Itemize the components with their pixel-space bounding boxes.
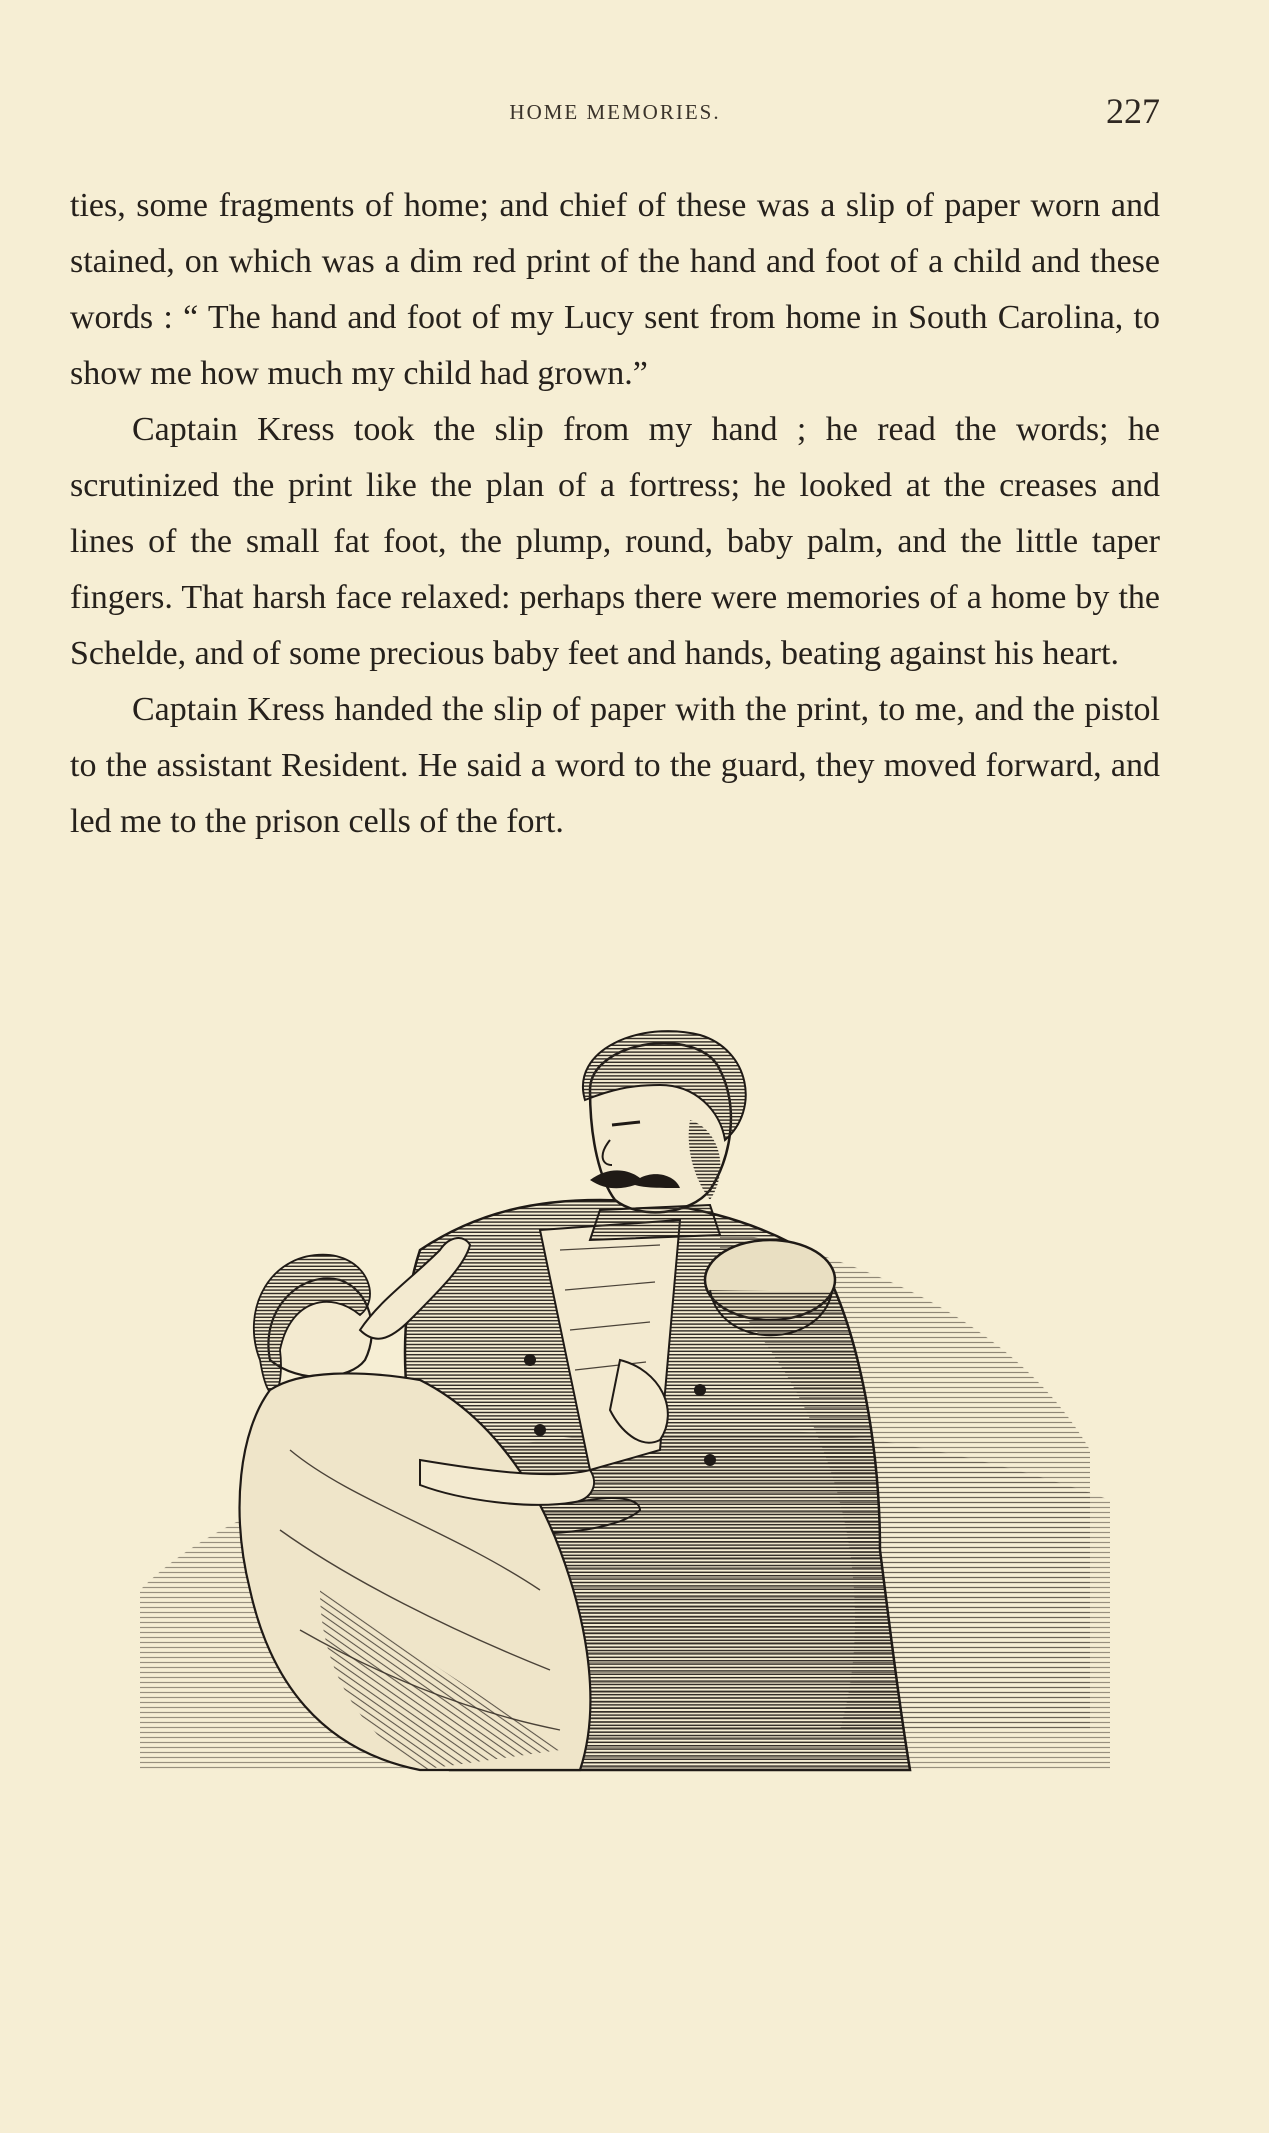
page-number: 227 (1106, 91, 1160, 131)
paragraph-3: Captain Kress handed the slip of paper with the print, to me, and the pistol to the assistant Resident. He said a word to the guard, they moved forward, and led me to the prison cells of the fort. (70, 691, 1160, 840)
body-text (70, 178, 1160, 850)
engraving-svg (120, 1030, 1120, 1790)
paragraph-1: ties, some fragments of home; and chief of these was a slip of paper worn and stained, on which was a dim red print of the hand and foot of a child and these words : “ The hand and foot of my Lucy sent from home in South Carolina, to show me how much my child had grown.” (70, 187, 1160, 392)
paragraph-2: Captain Kress took the slip from my hand ; he read the words; he scrutinized the print like the plan of a fortress; he looked at the creases and lines of the small fat foot, the plump, round, baby palm, and the little taper fingers. That harsh face relaxed: perhaps there were memories of a home by the Schelde, and of some precious baby feet and hands, beating against his heart. (70, 411, 1160, 672)
running-title: HOME MEMORIES. (509, 100, 721, 124)
running-head (70, 90, 1160, 134)
engraving-illustration (120, 1030, 1120, 1790)
